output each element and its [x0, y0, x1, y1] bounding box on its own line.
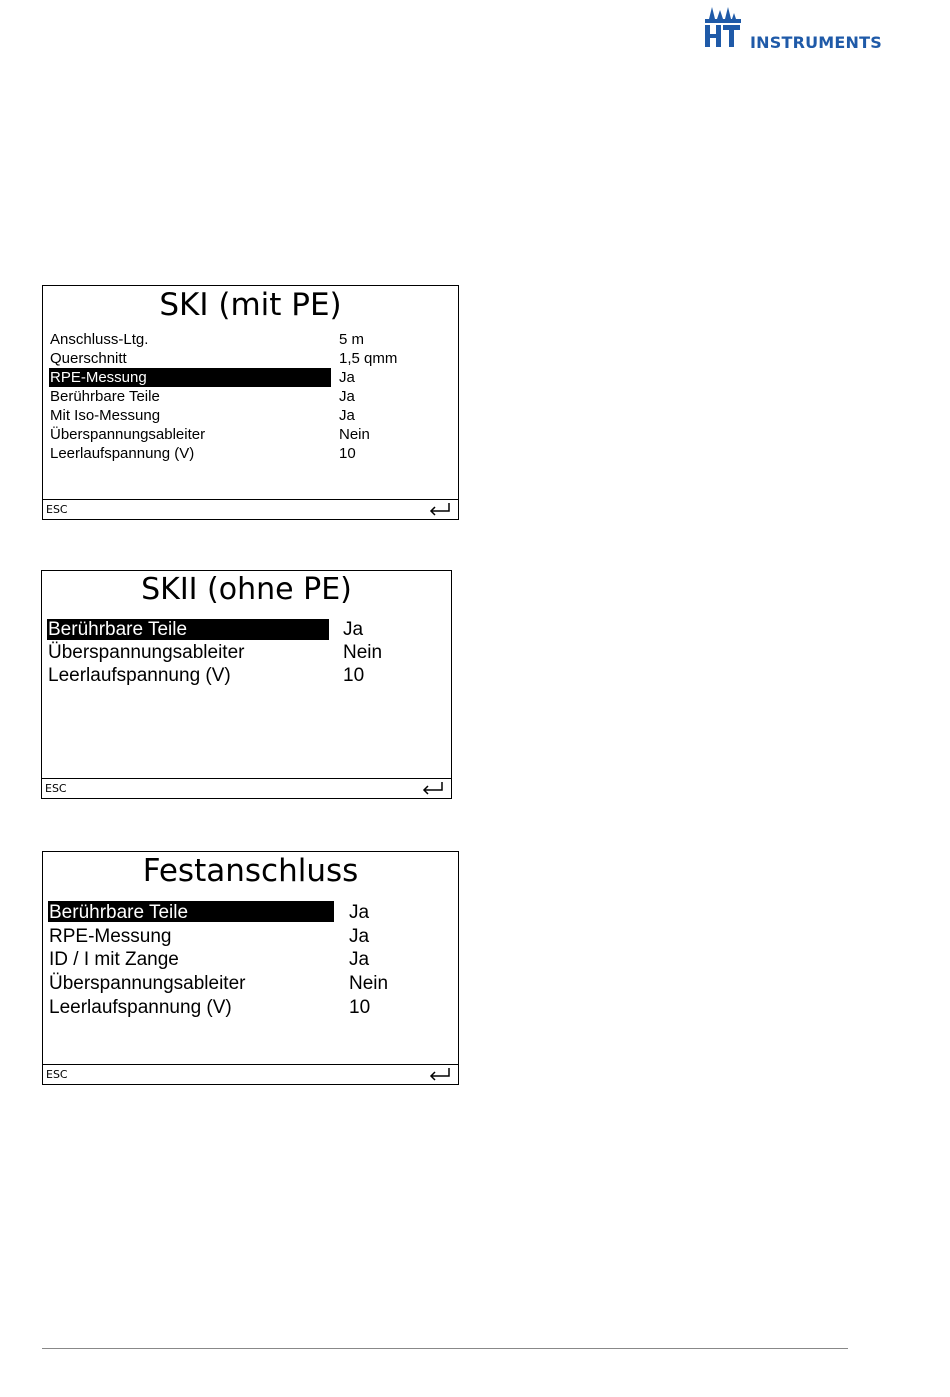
- enter-icon[interactable]: [421, 781, 445, 795]
- esc-softkey[interactable]: ESC: [45, 782, 67, 795]
- setting-row-ueberspannungsableiter[interactable]: [48, 972, 458, 995]
- setting-value: Ja: [349, 902, 370, 923]
- setting-value: Ja: [339, 388, 355, 405]
- setting-label: ID / I mit Zange: [49, 949, 179, 970]
- setting-value: Ja: [343, 619, 364, 640]
- setting-row-ueberspannungsableiter[interactable]: [49, 425, 458, 444]
- setting-row-mit-iso-messung[interactable]: [49, 406, 458, 425]
- setting-row-querschnitt[interactable]: [49, 349, 458, 368]
- enter-icon[interactable]: [428, 1067, 452, 1081]
- setting-value: Ja: [339, 369, 355, 386]
- setting-label: Berührbare Teile: [50, 388, 160, 405]
- setting-value: 10: [349, 997, 371, 1018]
- screen-footer: [43, 499, 458, 519]
- setting-label: Mit Iso-Messung: [50, 407, 161, 424]
- setting-row-beruehrbare-teile[interactable]: [49, 387, 458, 406]
- setting-label: RPE-Messung: [49, 926, 172, 947]
- setting-row-leerlaufspannung[interactable]: [48, 996, 458, 1019]
- setting-label: Querschnitt: [50, 350, 127, 367]
- screen-title: SKII (ohne PE): [141, 572, 352, 607]
- setting-value: Ja: [349, 926, 370, 947]
- ht-instruments-logo: [703, 5, 883, 55]
- setting-row-beruehrbare-teile-selected[interactable]: [47, 619, 451, 641]
- setting-label: RPE-Messung: [49, 368, 331, 387]
- setting-label: Leerlaufspannung (V): [50, 445, 195, 462]
- screen-title: SKI (mit PE): [159, 287, 342, 323]
- setting-label: Überspannungsableiter: [49, 973, 246, 994]
- screen-title: Festanschluss: [142, 853, 359, 889]
- esc-softkey[interactable]: ESC: [46, 1068, 68, 1081]
- screen-footer: [42, 778, 451, 798]
- screen-ski-mit-pe: [42, 285, 459, 520]
- setting-label: Überspannungsableiter: [50, 426, 206, 443]
- setting-value: 10: [343, 665, 365, 686]
- setting-label: Berührbare Teile: [47, 619, 329, 640]
- brand-name: INSTRUMENTS: [750, 33, 882, 52]
- setting-row-anschluss-ltg[interactable]: [49, 330, 458, 349]
- setting-row-leerlaufspannung[interactable]: [47, 665, 451, 687]
- setting-row-rpe-messung[interactable]: [48, 925, 458, 948]
- setting-value: Ja: [339, 407, 355, 424]
- setting-label: Leerlaufspannung (V): [48, 665, 231, 686]
- esc-softkey[interactable]: ESC: [46, 503, 68, 516]
- screen-festanschluss: [42, 851, 459, 1085]
- setting-value: Ja: [349, 949, 370, 970]
- setting-row-leerlaufspannung[interactable]: [49, 444, 458, 463]
- setting-value: Nein: [349, 973, 389, 994]
- setting-label: Überspannungsableiter: [48, 642, 245, 663]
- setting-label: Anschluss-Ltg.: [50, 331, 149, 348]
- setting-row-beruehrbare-teile-selected[interactable]: [48, 901, 458, 924]
- setting-value: Nein: [339, 426, 370, 443]
- screen-skii-ohne-pe: [41, 570, 452, 799]
- setting-value: 5 m: [339, 331, 365, 348]
- setting-row-ueberspannungsableiter[interactable]: [47, 642, 451, 664]
- setting-label: Berührbare Teile: [48, 901, 334, 922]
- setting-label: Leerlaufspannung (V): [49, 997, 232, 1018]
- screen-footer: [43, 1064, 458, 1084]
- setting-value: 1,5 qmm: [339, 350, 398, 367]
- setting-row-rpe-messung-selected[interactable]: [49, 368, 458, 387]
- enter-icon[interactable]: [428, 502, 452, 516]
- setting-value: Nein: [343, 642, 383, 663]
- setting-row-id-i-mit-zange[interactable]: [48, 948, 458, 971]
- page-divider: [42, 1348, 848, 1349]
- ht-logo-mark-icon: [703, 5, 743, 49]
- setting-value: 10: [339, 445, 356, 462]
